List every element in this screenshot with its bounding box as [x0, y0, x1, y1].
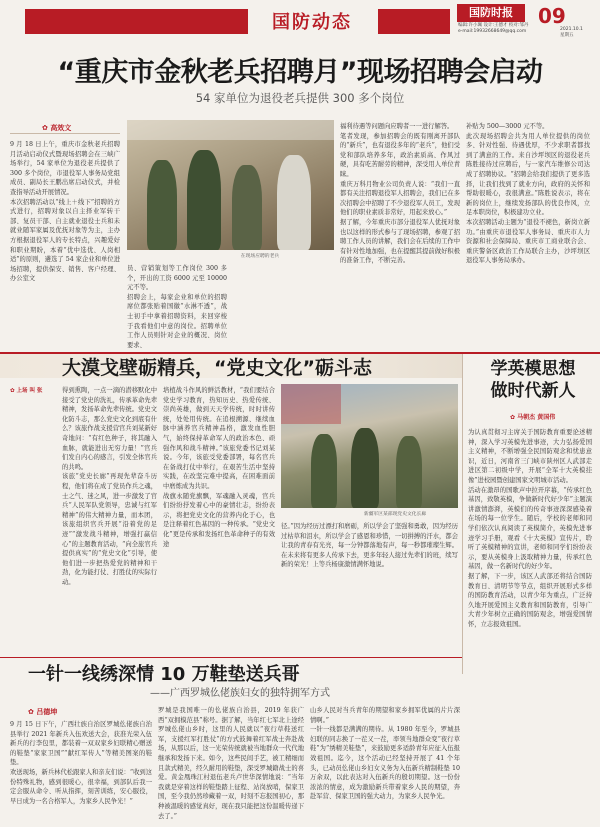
article3-body: 为认真贯彻习主席关于国防教育重要论述精神，深入学习英模先进事迹，大力弘扬爱国主义精神，不断增强全民国防观念和忧患意识，近日，河南省三门峡市陕州区人武部走进区第二初级中学，开展“全军十大英模挂像”进校园暨创建国家文明城市活动。 活动在激昂的国歌声中拉开序幕，“传承红色基因，致敬英模，争做新时代好少年”主题演讲激情澎湃，英模们的传奇事迹深深感染着在场的每一位学生。随后，学校的老师和同学们依次认真阅读了英模简介，英模先进事迹学习手册，观看《十大英模》宣传片，聆听了英模精神的宣讲，老师和同学们纷纷表示，要从英模身上汲取精神力量，传承红色基因，做一名新时代的好少年。 据了解，下一步，该区人武部还将结合国防教育日、清明节等节点，组织开展形式多样的国防教育活动，以青少年为重点，广泛持久地开展爱国主义教育和国防教育，引导广大青少年树立正确的国防观念，增强爱国情怀，立志报效祖国。 [468, 429, 592, 628]
article1-col4: 补贴为 500—3000 元不等。 此次现场招聘会共为用人单位提供的岗位多、针对性强、待遇优厚，不少求职者都找到了满意的工作。来自沙坪坝区的退役老兵陈胜接待过应聘后，与一家汽车维修公司达成了招聘协议。“招聘会给我们提供了更多选择，让我们找到了就业方向，政府的关怀和帮助很暖心，我很满意。”陈胜说表示，将在新的岗位上，继续发扬部队的优良作风，立足本职岗位，积极建功立业。 本次招聘活动主题为“退役不褪色，新岗立新功。”由重庆市退役军人事务局、重庆市人力资源和社会保障局、重庆市工商业联合会、重庆警备区政治工作局联合主办，沙坪坝区退役军人事务局承办。 [466, 123, 590, 265]
article4-col1: 9 月 15 日下午，广西壮族自治区罗城仫佬族自治县举行 2021 年新兵入伍欢送大会，获准光荣入伍新兵的行李包里，都装着一双双家乡妇联精心赠送的鞋垫“家家卫国”“献红军传人”等精美图案的鞋垫。 欢送现场，新兵林代松跟家人和亲友们说：“收到这份特殊礼物，感到很暖心，很幸福，到部队后我一定会服从命令、听从指挥，刻苦训练，安心服役，早日成为一名合格军人，为家乡人民争光！” [10, 721, 152, 805]
article2-col1: 得到熏陶，一点一滴的潜移默化中接受了党史的洗礼，传承革命先辈精神，发扬革命先辈传统。党史文化防斗志，那么党史文化到底有什么？该旅作战支援营官兵刘某新好奇地问：“有红色种子，将其融入血脉，就能进出无穷力量！”官兵们发自内心的感言，引发全体官兵的共鸣。 该旅“党史长廊”再现先辈奋斗历程，他们将在成了党员作兵之魂，士之气、迷之风，进一步激发了官兵“人民军队党领导，忠诚与红军精神”的伟大精神力量，而本团，该旅组织官兵开展“沿着党的足迹”“激发战斗精神，增强打赢信心”的主题教育活动，“向全旅官兵提供真实”的“党史文化”引导，使他们进一步把热爱党的精神和干劲，化为能打仗、打胜仗的实际行动。 [62, 387, 157, 586]
header-left-bar [25, 9, 285, 34]
email-line: e-mail:19932668649@qq.com [458, 29, 527, 34]
section-divider-2 [0, 657, 462, 658]
article1-photo-caption: 在现场应聘的老兵 [240, 254, 280, 259]
article4-subheadline: ——广西罗城仫佬族妇女的独特拥军方式 [150, 688, 330, 699]
article2-headline: 大漠戈壁砺精兵，“党史文化”砺斗志 [62, 357, 372, 379]
article3-headline: 学英模思想 做时代新人 [490, 359, 576, 401]
page-number: 09 [538, 4, 566, 28]
section-title: 国防动态 [272, 12, 352, 33]
article1-headline: “重庆市金秋老兵招聘月”现场招聘会启动 [57, 57, 543, 88]
column-rule [462, 354, 463, 674]
issue-date [560, 27, 600, 39]
article1-col1: 9 月 18 日上午，重庆市金秋老兵招聘月活动启动仪式暨现场招聘会在三峡广场举行，54 家单位为退役老兵提供了 300 多个岗位，市退役军人事务局党组成员、副局长王鹏出席启动仪式，并检查指导活动开展情况。 本次招聘活动以“线上＋线下”招聘的方式进行，招聘对象以自主择业军转干部、复员干部、自主就业退役士兵和未就业随军家属及优抚对象等为主，主办方根据退役军人的专长特点，兴趣爱好和职业期盼，本着“优中选优、人岗相适”的原则，遴选了 54 家企业和单位进场招聘，提供保安、销售、客户经理、办公室文 [10, 141, 120, 283]
article4-byline: ✿ 吕德坤 [28, 707, 57, 717]
article3-byline: ✿ 马朝杰 黄国伟 [510, 412, 555, 421]
date-line: 2021.10.1 [560, 27, 583, 32]
article1-col3: 福利待遇等问题向应聘者一一进行解答。 笔者发现，参加招聘会的既有刚离开部队的“新兵”，也有退役多年的“老兵”，他们受党和部队培养多年，政治素质高、作风过硬，具有吃苦耐劳的精神，深受用人单位青睐。 重庆万科月物业公司负责人说：“我们一直都有关注招聘退役军人招聘会，我们已在多次招聘会中招聘了不少退役军人员工，发现他们的职业素质非常好，用起来放心。” 据了解，今年重庆市部分退役军人优抚对象也以这样的形式参与了现场招聘，参观了招聘工作人员的讲解，我们会在后续的工作中有针对性地加强，也在提醒其提前做好积极的准备工作，不断完善。 [340, 123, 460, 265]
article2-col2: 培植战斗作风的鲜活教材，“我们要结合党史学习教育，热知历史、热爱传统、崇尚英雄，做到天天学传统，时时讲传统，处处用传统。在追根溯源、继续血脉中涵养官兵精神品格，激发血性胆气，始终保持革命军人的政治本色、顽强作风和战斗精神。”该旅党委书记刘某说。今年，该旅受党委部署，每名官兵在备战打仗中举行，在艰苦生活中坚持实践，在改坚完难中提高，在困难面前中磨炼成为共识。 战旗永随党旗飘，军魂融入灵魂，官兵们纷纷抒发着心中的豪情壮志，纷纷表示，将把党史文化的营养内化于心，也是注释着红色基因的一种传承。“党史文化”更是传承和发扬红色革命种子的有效途 [163, 387, 275, 548]
page-header [0, 0, 600, 40]
article2-col1-lead [10, 398, 58, 654]
article2-byline: ✿ 上场 叫 张 [10, 386, 42, 394]
article1-col2: 员、营销策划等工作岗位 300 多个，开出的工资 6000 元至 10000 元不等。 招聘会上，每家企业和单位的招聘席位都张贴着国徽“水淋不透”，战士初手中拿着招聘资料，来回穿梭于我看他们中意的岗位。招聘单位工作人员则针对企业的概况、岗位要求、 [127, 265, 227, 349]
editor-line: 编辑:许小珮 设计:王德才 校对:邹丹 [458, 23, 529, 28]
article4-col2: 罗城是我国唯一的仫佬族自治县，2019 年获广西“双拥模范县”称号。据了解，当年红七军北上途经罗城仫佬山乡时，这里的人民就以“夜行草鞋送红军，支援红军打胜仗”的方式鼓舞着红军战士奔赴战场，从那以后，这一光荣传统就被当地群众一代代地继承和发扬下来。如今，这些民间手艺，被工精细而且款式精美，经久耐用的鞋垫，深受罗城籍战士的喜爱。黄金凰珠江村退伍老兵卢世华深情地说：“当年我就是穿着这样的鞋垫踏上征程、站岗放哨，保家卫国，至今我仍然珍藏着一双，时刻不忘报国初心，那种被温暖的感觉真好，现在我只能把这份温暖传递下去了。” [158, 707, 304, 820]
article1-col2b [233, 264, 334, 350]
article4-col3: 山乡人民对当兵青年的期望和家乡拥军优属的片片深情啊。” 一针一线都是满满的期待。从 1980 年至今，罗城县妇联的同志换了一茬又一茬，率领当地群众变“夜行草鞋”为“绣精美鞋垫”，来鼓励更多适龄青年应征入伍报效祖国。迄今，这个活动已经坚持开展了 41 个年头，已动员仫佬山乡妇女义务为入伍新兵精制鞋垫 10 万余双，以此表达对入伍新兵的殷切期望。这一份份浓浓的情意，成为激励新兵带着家乡人民的期望，奔赴军营、保家卫国的强大动力，为家乡人民争光。 [310, 707, 460, 801]
article1-byline: ✿ 高效文 [42, 123, 71, 133]
article1-subheadline: 54 家单位为退役老兵提供 300 多个岗位 [195, 91, 405, 105]
article1-byline-rule [10, 133, 120, 134]
article4-headline: 一针一线绣深情 10 万鞋垫送兵哥 [28, 664, 300, 685]
paper-logo: 国防时报 [457, 4, 525, 22]
article2-photo [281, 384, 458, 508]
article2-photo-caption: 新疆军区某部现党史文化长廊 [363, 512, 427, 517]
article1-photo [127, 120, 334, 250]
article2-col3: 径。”因为经历过漂打和磨砺，所以学会了坚强和勇敢，因为经历过枯草和泪水，所以学会了感恩和珍惜，一切拼搏的汗水，都会让我的青春有光亮，每一分钟都落地有声，每一秒都璀璨生辉。在未来将有更多人传承下去，更多年轻人接过先辈们的班，续写新的荣光！上等兵杨康激情满怀地说。 [281, 523, 458, 569]
weekday-line: 星期五 [560, 33, 574, 38]
